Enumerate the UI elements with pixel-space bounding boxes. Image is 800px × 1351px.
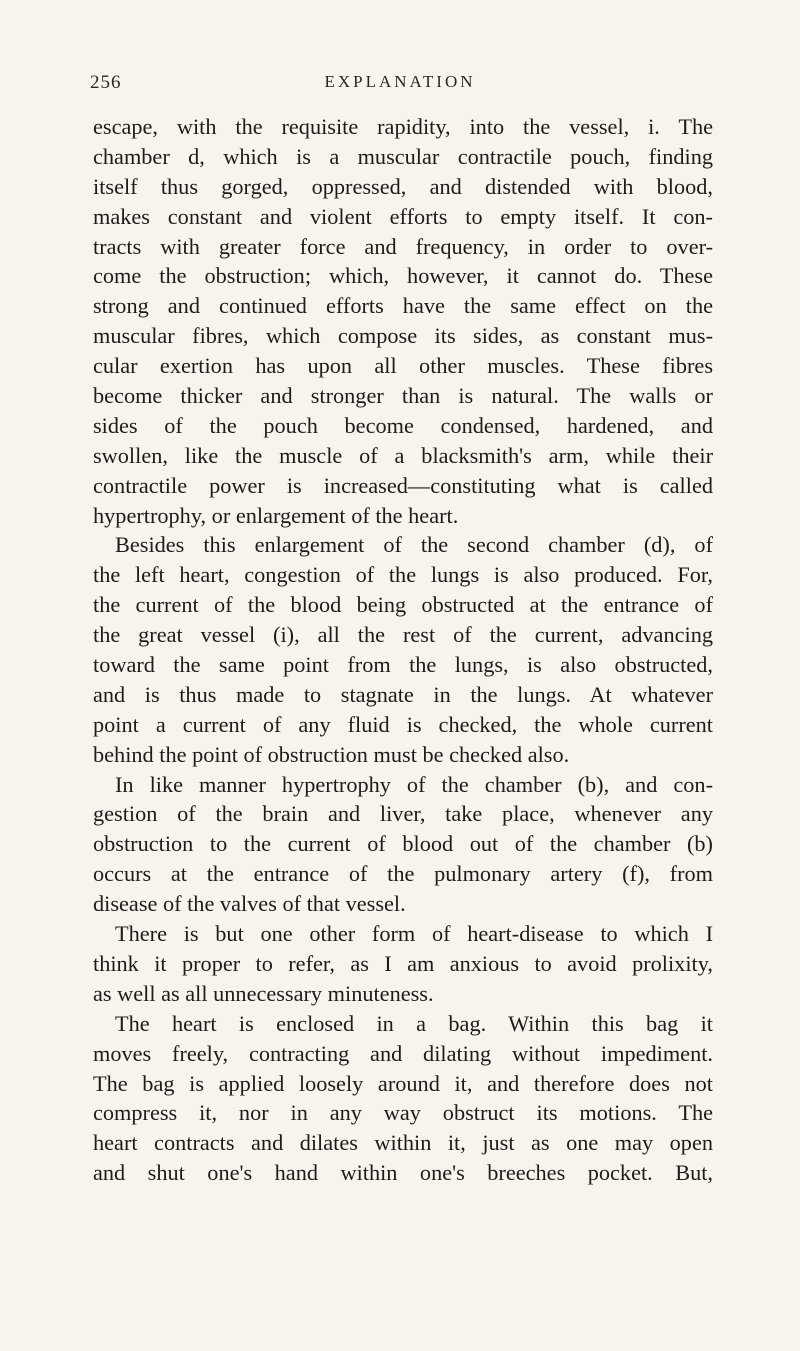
text-line: chamber d, which is a muscular contractile pouch, finding — [93, 143, 713, 169]
text-line: swollen, like the muscle of a blacksmith's arm, while their — [93, 442, 713, 468]
text-line: gestion of the brain and liver, take place, whenever any — [93, 801, 713, 827]
paragraph-end-line: hypertrophy, or enlargement of the heart. — [93, 502, 459, 528]
text-line: cular exertion has upon all other muscles. These fibres — [93, 353, 713, 379]
text-line: sides of the pouch become condensed, hardened, and — [93, 412, 713, 438]
text-line: the current of the blood being obstructed at the entrance of — [93, 592, 713, 618]
text-line: compress it, nor in any way obstruct its motions. The — [93, 1100, 713, 1126]
text-line: and shut one's hand within one's breeches pocket. But, — [93, 1160, 713, 1186]
paragraph-start-line: There is but one other form of heart-disease to which I — [115, 921, 713, 947]
text-line: become thicker and stronger than is natural. The walls or — [93, 383, 713, 409]
page-number: 256 — [90, 72, 122, 93]
text-line: toward the same point from the lungs, is also obstructed, — [93, 652, 713, 678]
text-line: contractile power is increased—constituting what is called — [93, 472, 713, 498]
text-line: point a current of any fluid is checked, the whole current — [93, 711, 713, 737]
paragraph-end-line: behind the point of obstruction must be checked also. — [93, 741, 570, 767]
text-line: think it proper to refer, as I am anxious to avoid prolixity, — [93, 950, 713, 976]
text-line: The bag is applied loosely around it, and therefore does not — [93, 1070, 713, 1096]
text-line: the great vessel (i), all the rest of the current, advancing — [93, 622, 713, 648]
paragraph-start-line: Besides this enlargement of the second chamber (d), of — [115, 532, 713, 558]
text-line: tracts with greater force and frequency, in order to over- — [93, 233, 713, 259]
text-line: and is thus made to stagnate in the lungs. At whatever — [93, 681, 713, 707]
text-line: escape, with the requisite rapidity, into the vessel, i. The — [93, 114, 713, 139]
text-line: come the obstruction; which, however, it cannot do. These — [93, 263, 713, 289]
text-line: occurs at the entrance of the pulmonary artery (f), from — [93, 861, 713, 887]
text-line: itself thus gorged, oppressed, and distended with blood, — [93, 173, 713, 199]
paragraph-end-line: as well as all unnecessary minuteness. — [93, 980, 434, 1006]
paragraph-end-line: disease of the valves of that vessel. — [93, 891, 406, 917]
text-line: strong and continued efforts have the same effect on the — [93, 293, 713, 319]
text-line: heart contracts and dilates within it, just as one may open — [93, 1130, 713, 1156]
paragraph-start-line: In like manner hypertrophy of the chamber (b), and con- — [115, 771, 713, 797]
text-line: makes constant and violent efforts to empty itself. It con- — [93, 203, 713, 229]
paragraph-start-line: The heart is enclosed in a bag. Within this bag it — [115, 1010, 713, 1036]
running-title: EXPLANATION — [324, 72, 476, 91]
text-line: muscular fibres, which compose its sides, as constant mus- — [93, 323, 713, 349]
text-line: moves freely, contracting and dilating without impediment. — [93, 1040, 713, 1066]
body-text — [93, 112, 713, 1188]
text-line: the left heart, congestion of the lungs is also produced. For, — [93, 562, 713, 588]
text-line: obstruction to the current of blood out of the chamber (b) — [93, 831, 713, 857]
page-header — [0, 72, 800, 102]
